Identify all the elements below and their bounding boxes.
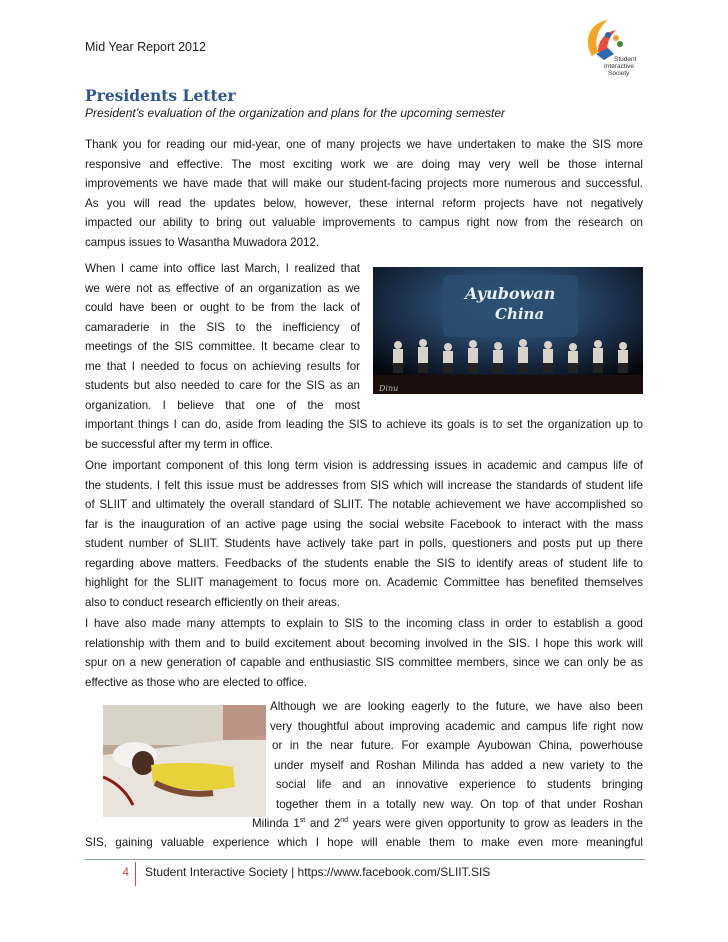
text-line: organization. I believe that one of the most [85, 398, 360, 412]
paragraph-2-continued [85, 415, 643, 454]
text-line: the students. I felt this issue must be addresses from SIS which will increase the standards of student life [85, 478, 643, 492]
paragraph-5 [270, 697, 643, 814]
text-line: highlight for the SLIIT management to focus more on. Academic Committee has benefited themselves [85, 576, 643, 589]
text-line: Although we are looking eagerly to the future, we have also been [270, 700, 643, 713]
stage-floor [373, 375, 643, 394]
paragraph-2 [85, 259, 360, 415]
banner-text-1: Ayubowan [465, 284, 556, 303]
text-fragment: Milinda 1 [252, 817, 300, 830]
text-line: students but also needed to care for the SIS as an [85, 379, 360, 392]
text-line: impacted our ability to bring out valuable improvements to campus right now from the research on [85, 216, 643, 229]
logo-text-1: Student [614, 56, 637, 63]
text-line: together them in a totally new way. On top of that under Roshan [276, 797, 643, 811]
photo-caption: Dinu [379, 384, 399, 393]
text-line: far is the inauguration of an active page using the social website Facebook to interact with the mass [85, 517, 643, 531]
logo-dot-blue [605, 32, 611, 38]
text-line: campus issues to Wasantha Muwadora 2012. [85, 235, 320, 249]
text-fragment: years were given opportunity to grow as leaders in the [348, 817, 643, 830]
page-subtitle: President’s evaluation of the organization and plans for the upcoming semester [85, 106, 506, 120]
logo-text-3: Society [608, 70, 630, 77]
text-line: meetings of the SIS committee. It became clear to [85, 340, 360, 353]
logo-dot-green [617, 41, 623, 47]
text-line: effective as those who are elected to office. [85, 675, 307, 689]
logo-dot-orange [613, 35, 619, 41]
text-line: me that I needed to focus on achieving results for [85, 359, 360, 373]
text-line: spur on a new generation of capable and enthusiastic SIS committee members, since we can only be as [85, 656, 643, 669]
text-line: I have also made many attempts to explain to SIS to the incoming class in order to establish a good [85, 617, 643, 630]
text-line: As you will read the updates below, however, these internal reform projects have not negatively [85, 196, 643, 210]
text-line: One important component of this long term vision is addressing issues in academic and campus life of [85, 459, 643, 472]
text-line: of SLIIT and ultimately the overall standard of SLIIT. The notable achievement we have accomplished so [85, 498, 643, 511]
superscript: nd [340, 817, 349, 825]
text-line: we were not as effective of an organization as we [85, 281, 360, 295]
paragraph-5-last [85, 833, 643, 853]
text-line: or in the near future. For example Ayubowan China, powerhouse [272, 739, 643, 752]
text-line: Thank you for reading our mid-year, one of many projects we have undertaken to make the SIS more [85, 138, 643, 151]
text-line: SIS, gaining valuable experience which I hope will enable them to make even more meaningful [85, 836, 643, 849]
paragraph-3 [85, 456, 643, 612]
head [132, 751, 154, 775]
footer-rule [85, 859, 645, 860]
text-line: could have been or ought to be from the lack of [85, 301, 360, 314]
text-line: social life and an innovative experience to students bringing [276, 778, 643, 791]
running-header: Mid Year Report 2012 [85, 40, 206, 54]
text-line: camaraderie in the SIS to the inefficiency of [85, 320, 360, 334]
page-number: 4 [85, 862, 136, 886]
text-line: student number of SLIIT. Students have actively take part in polls, questioners and posts put up there [85, 537, 643, 550]
logo-text-2: Interactive [604, 63, 634, 70]
banner-text-2: China [495, 305, 545, 323]
paragraph-5-mid [252, 814, 643, 834]
text-line: important things I can do, aside from leading the SIS to achieve its goals is to set the organization up to [85, 418, 643, 431]
superscript: st [299, 817, 306, 825]
paragraph-1 [85, 135, 643, 252]
text-line: be successful after my term in office. [85, 437, 273, 451]
hospital-photo [103, 705, 266, 817]
text-line: relationship with them and to build excitement about becoming involved in the SIS. I hope this work will [85, 636, 643, 650]
text-line: improvements we have made that will make our student-facing projects more numerous and successful. [85, 177, 643, 190]
footer-text: Student Interactive Society | https://www.facebook.com/SLIIT.SIS [145, 865, 491, 879]
page-title: Presidents Letter [85, 86, 236, 105]
text-line: under myself and Roshan Milinda has added a new variety to the [274, 758, 643, 772]
sis-logo [578, 18, 640, 78]
text-line: regarding above matters. Feedbacks of the students enable the SIS to identify areas of student life to [85, 556, 643, 570]
text-fragment: and 2 [305, 817, 341, 830]
text-line [252, 814, 643, 834]
text-line: responsive and effective. The most exciting work we are doing may very well be those internal [85, 157, 643, 171]
paragraph-4 [85, 614, 643, 692]
text-line: also to conduct research efficiently on their areas. [85, 595, 340, 609]
text-line: When I came into office last March, I realized that [85, 262, 360, 275]
stage-performance-photo [373, 267, 643, 394]
text-line: very thoughtful about improving academic and campus life right now [270, 719, 643, 733]
